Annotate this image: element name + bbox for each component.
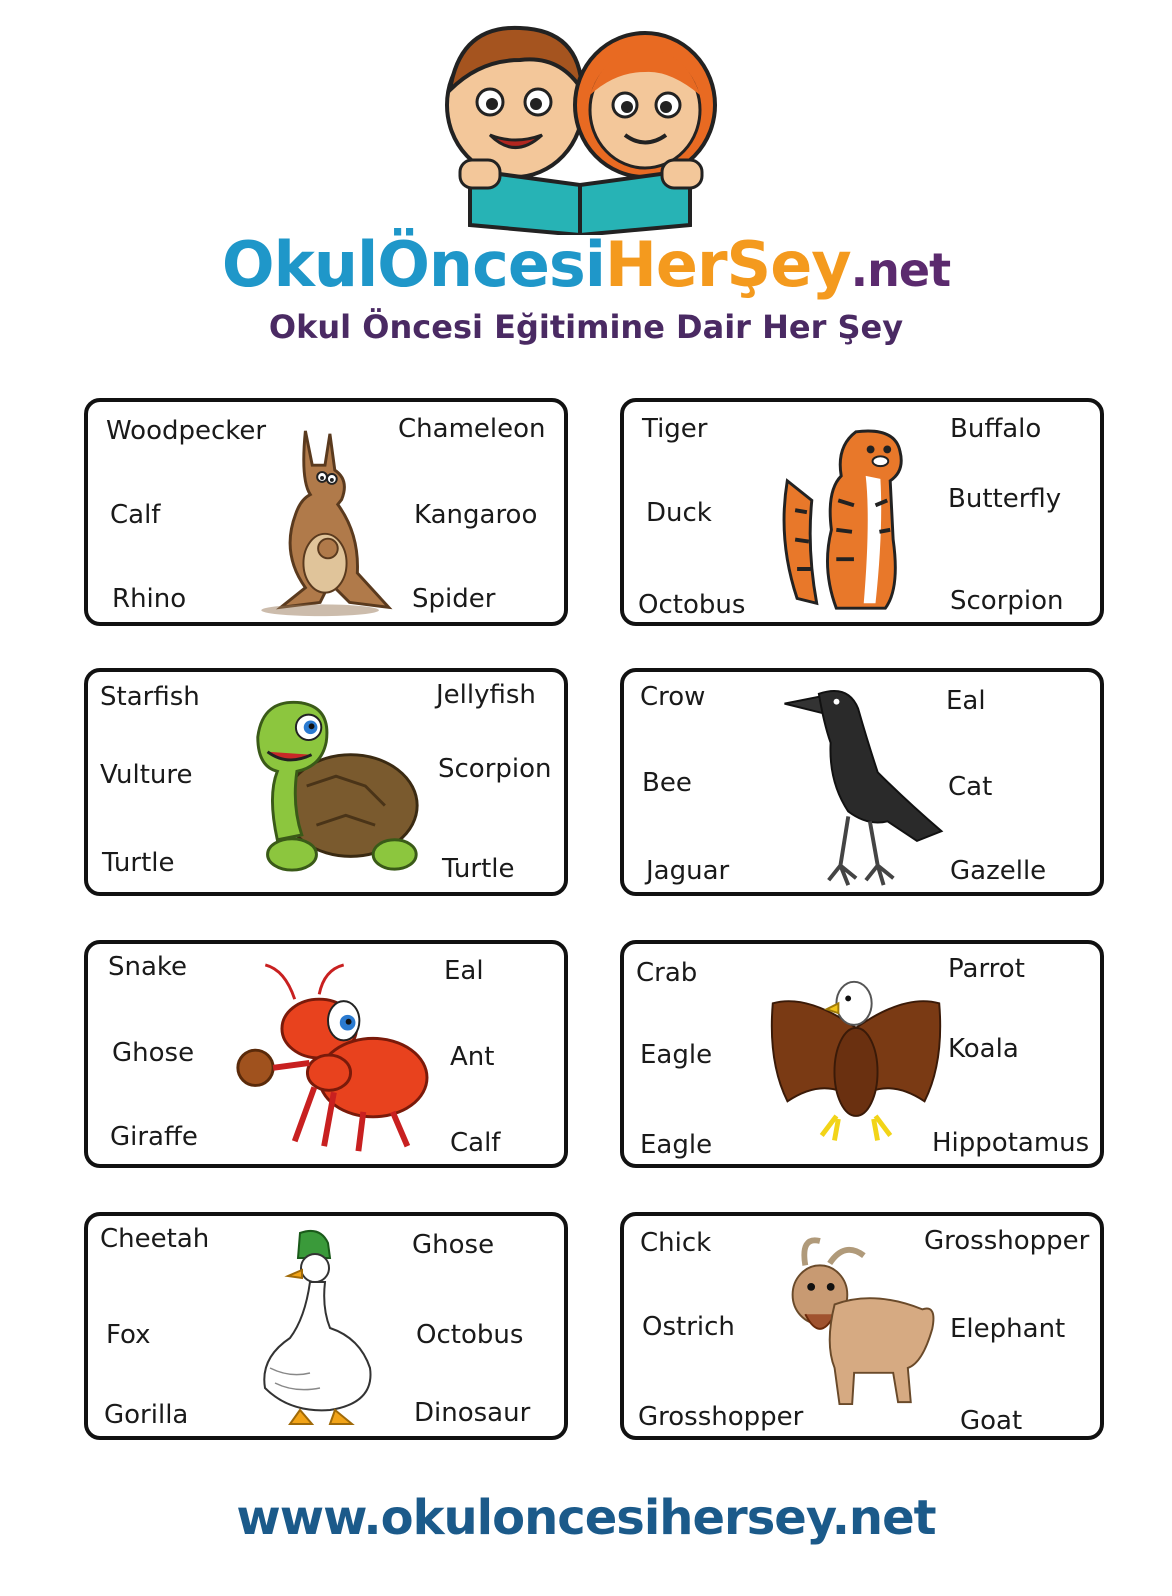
word-left-top[interactable]: Cheetah — [100, 1224, 210, 1254]
word-left-bottom[interactable]: Octobus — [638, 590, 746, 620]
word-left-bottom[interactable]: Giraffe — [110, 1122, 198, 1152]
word-right-top[interactable]: Jellyfish — [436, 680, 536, 710]
word-left-bottom[interactable]: Eagle — [640, 1130, 713, 1160]
logo-kids-reading-icon — [430, 10, 730, 235]
word-left-middle[interactable]: Ghose — [112, 1038, 195, 1068]
brand-title — [0, 228, 1172, 301]
card-turtle — [84, 668, 568, 896]
word-right-top[interactable]: Eal — [444, 956, 484, 986]
card-ant — [84, 940, 568, 1168]
eagle-icon — [766, 974, 946, 1160]
word-left-top[interactable]: Starfish — [100, 682, 200, 712]
word-right-bottom[interactable]: Spider — [412, 584, 496, 614]
word-right-middle[interactable]: Koala — [948, 1034, 1019, 1064]
word-left-top[interactable]: Woodpecker — [106, 416, 267, 446]
turtle-icon — [248, 688, 424, 884]
word-right-top[interactable]: Chameleon — [398, 414, 546, 444]
word-right-top[interactable]: Ghose — [412, 1230, 495, 1260]
word-left-top[interactable]: Crow — [640, 682, 706, 712]
goose-icon — [250, 1228, 390, 1428]
word-left-top[interactable]: Tiger — [642, 414, 708, 444]
word-left-bottom[interactable]: Jaguar — [646, 856, 730, 886]
word-left-middle[interactable]: Eagle — [640, 1040, 713, 1070]
word-right-top[interactable]: Buffalo — [950, 414, 1042, 444]
tagline: Okul Öncesi Eğitimine Dair Her Şey — [268, 308, 904, 346]
crow-icon — [778, 684, 948, 890]
word-right-middle[interactable]: Kangaroo — [414, 500, 538, 530]
word-left-bottom[interactable]: Rhino — [112, 584, 187, 614]
brand-part2: HerŞey — [605, 228, 851, 301]
word-right-middle[interactable]: Scorpion — [438, 754, 552, 784]
word-right-bottom[interactable]: Scorpion — [950, 586, 1064, 616]
card-crow — [620, 668, 1104, 896]
word-right-bottom[interactable]: Dinosaur — [414, 1398, 531, 1428]
word-left-top[interactable]: Crab — [636, 958, 698, 988]
kangaroo-icon — [250, 426, 400, 622]
card-kangaroo — [84, 398, 568, 626]
word-left-middle[interactable]: Ostrich — [642, 1312, 735, 1342]
word-right-middle[interactable]: Cat — [948, 772, 993, 802]
word-right-middle[interactable]: Octobus — [416, 1320, 524, 1350]
card-eagle — [620, 940, 1104, 1168]
word-right-bottom[interactable]: Calf — [450, 1128, 501, 1158]
word-right-bottom[interactable]: Gazelle — [950, 856, 1047, 886]
word-left-middle[interactable]: Calf — [110, 500, 161, 530]
word-right-bottom[interactable]: Hippotamus — [932, 1128, 1090, 1158]
brand-part1: OkulÖncesi — [221, 228, 606, 301]
word-right-middle[interactable]: Ant — [450, 1042, 495, 1072]
card-goat — [620, 1212, 1104, 1440]
word-right-bottom[interactable]: Goat — [960, 1406, 1023, 1436]
word-left-bottom[interactable]: Grosshopper — [638, 1402, 804, 1432]
card-goose — [84, 1212, 568, 1440]
word-right-bottom[interactable]: Turtle — [442, 854, 515, 884]
card-tiger — [620, 398, 1104, 626]
word-left-middle[interactable]: Bee — [642, 768, 692, 798]
footer-url[interactable]: www.okuloncesihersey.net — [236, 1490, 936, 1546]
word-left-middle[interactable]: Fox — [106, 1320, 151, 1350]
word-left-top[interactable]: Snake — [108, 952, 188, 982]
word-left-middle[interactable]: Vulture — [100, 760, 193, 790]
word-right-top[interactable]: Grosshopper — [924, 1226, 1090, 1256]
goat-icon — [776, 1236, 942, 1412]
word-right-middle[interactable]: Butterfly — [948, 484, 1062, 514]
word-right-middle[interactable]: Elephant — [950, 1314, 1066, 1344]
tiger-icon — [776, 422, 926, 618]
word-left-bottom[interactable]: Turtle — [102, 848, 175, 878]
ant-icon — [226, 960, 432, 1156]
word-right-top[interactable]: Eal — [946, 686, 986, 716]
word-right-top[interactable]: Parrot — [948, 954, 1025, 984]
word-left-top[interactable]: Chick — [640, 1228, 712, 1258]
word-left-bottom[interactable]: Gorilla — [104, 1400, 189, 1430]
word-left-middle[interactable]: Duck — [646, 498, 712, 528]
brand-part3: .net — [850, 243, 951, 297]
